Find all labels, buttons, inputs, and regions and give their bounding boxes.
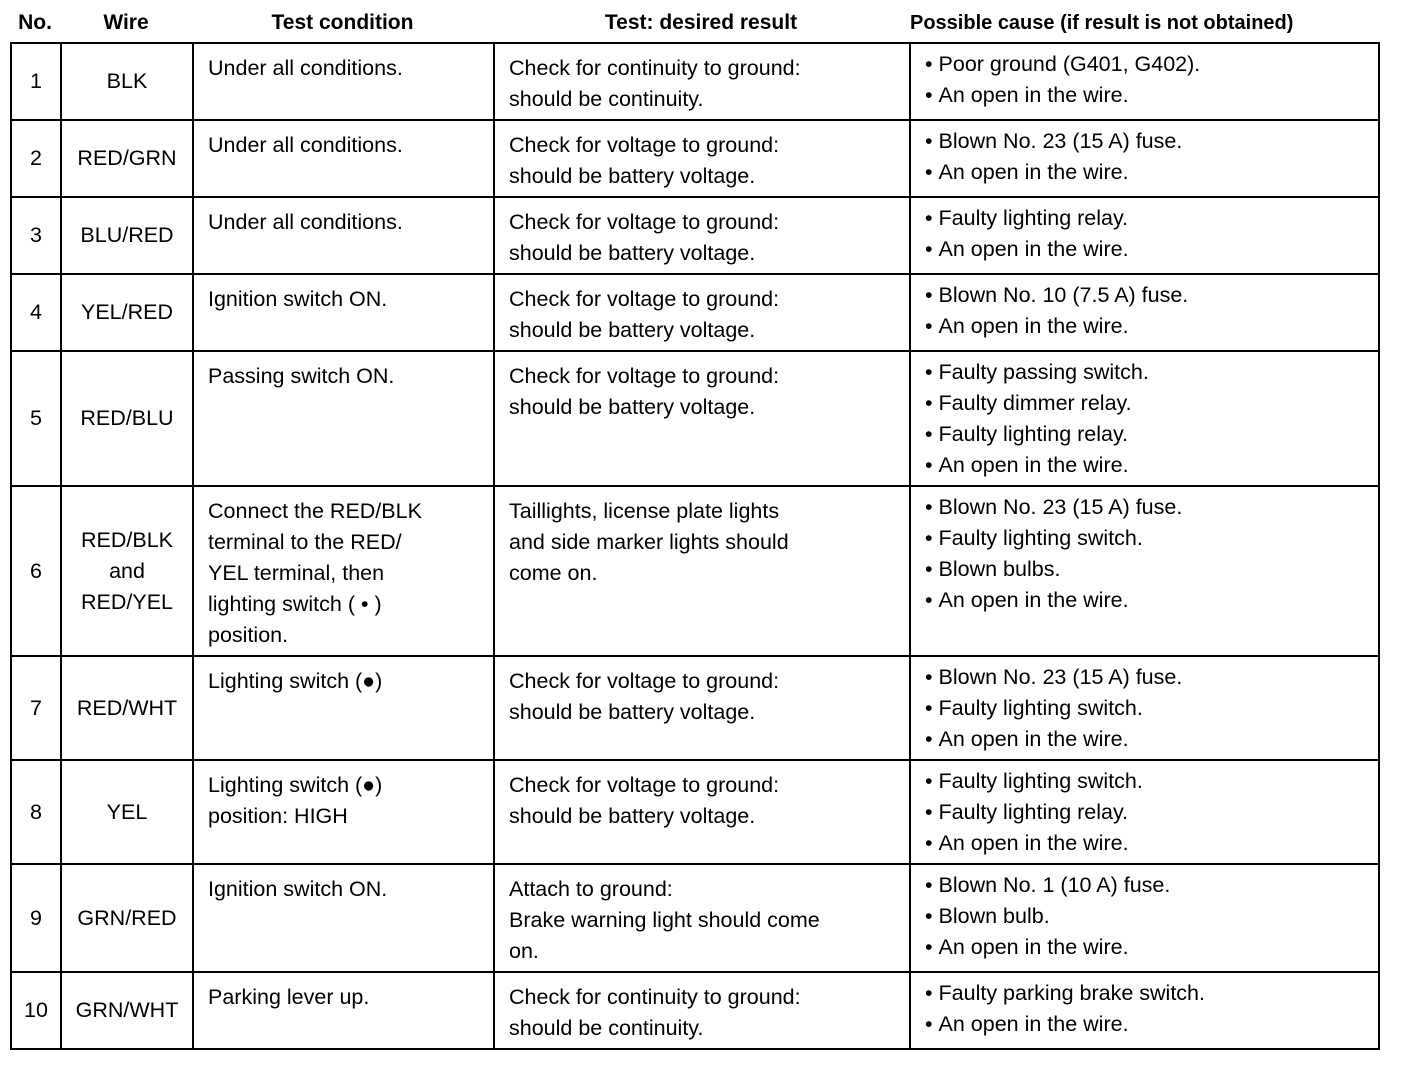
desired-result-line: and side marker lights should xyxy=(509,530,789,554)
possible-cause-item: • Blown No. 1 (10 A) fuse. xyxy=(925,870,1364,901)
possible-cause-item: • Faulty lighting switch. xyxy=(925,523,1364,554)
row-number-cell: 8 xyxy=(11,760,61,864)
possible-cause-cell xyxy=(910,864,1379,972)
possible-cause-item: • An open in the wire. xyxy=(925,311,1364,342)
row-number-cell: 9 xyxy=(11,864,61,972)
desired-result-line: Check for voltage to ground: xyxy=(509,669,780,693)
desired-result-line: should be continuity. xyxy=(509,87,704,111)
table-row xyxy=(11,351,1379,486)
table-row xyxy=(11,120,1379,197)
possible-cause-list xyxy=(925,662,1364,755)
possible-cause-list xyxy=(925,870,1364,963)
test-condition-cell xyxy=(193,351,494,486)
possible-cause-item: • Blown No. 23 (15 A) fuse. xyxy=(925,662,1364,693)
header-wire: Wire xyxy=(103,11,149,34)
row-number-cell: 2 xyxy=(11,120,61,197)
test-condition-cell xyxy=(193,760,494,864)
possible-cause-item: • Faulty lighting switch. xyxy=(925,766,1364,797)
desired-result-line: should be battery voltage. xyxy=(509,241,756,265)
header-no: No. xyxy=(18,11,52,34)
desired-result-line: Check for voltage to ground: xyxy=(509,364,780,388)
possible-cause-item: • An open in the wire. xyxy=(925,1009,1364,1040)
desired-result-cell xyxy=(494,351,910,486)
possible-cause-cell xyxy=(910,274,1379,351)
wire-color-label: RED/WHT xyxy=(76,695,178,720)
wire-color-cell xyxy=(61,274,193,351)
test-condition-line: terminal to the RED/ xyxy=(208,530,402,554)
test-condition-cell xyxy=(193,656,494,760)
wire-color-label: GRN/RED xyxy=(77,905,177,930)
possible-cause-list xyxy=(925,492,1364,616)
desired-result-line: Check for voltage to ground: xyxy=(509,287,780,311)
desired-result-line: Brake warning light should come xyxy=(509,908,820,932)
desired-result-line: should be battery voltage. xyxy=(509,164,756,188)
possible-cause-item: • Faulty lighting relay. xyxy=(925,203,1364,234)
possible-cause-cell xyxy=(910,486,1379,656)
possible-cause-item: • Blown No. 10 (7.5 A) fuse. xyxy=(925,280,1364,311)
possible-cause-cell xyxy=(910,760,1379,864)
desired-result-cell xyxy=(494,864,910,972)
row-number-cell: 1 xyxy=(11,43,61,120)
table-row xyxy=(11,43,1379,120)
test-condition-cell xyxy=(193,197,494,274)
row-number-cell: 3 xyxy=(11,197,61,274)
test-condition-line: lighting switch ( • ) xyxy=(208,592,382,616)
wire-color-label: GRN/WHT xyxy=(75,998,179,1022)
row-number-cell: 6 xyxy=(11,486,61,656)
desired-result-line: Check for voltage to ground: xyxy=(509,133,780,157)
possible-cause-item: • Faulty parking brake switch. xyxy=(925,978,1364,1009)
possible-cause-cell xyxy=(910,972,1379,1049)
wire-color-label: RED/BLK xyxy=(80,527,173,552)
possible-cause-item: • Blown bulbs. xyxy=(925,554,1364,585)
possible-cause-cell xyxy=(910,351,1379,486)
wire-color-label: BLU/RED xyxy=(80,223,174,247)
test-condition-cell xyxy=(193,120,494,197)
possible-cause-item: • An open in the wire. xyxy=(925,828,1364,859)
desired-result-cell xyxy=(494,43,910,120)
wire-color-cell xyxy=(61,43,193,120)
test-condition-line: position. xyxy=(208,623,289,647)
possible-cause-cell xyxy=(910,656,1379,760)
table-row xyxy=(11,274,1379,351)
possible-cause-item: • An open in the wire. xyxy=(925,450,1364,481)
row-number-cell: 5 xyxy=(11,351,61,486)
wire-test-table xyxy=(10,42,1380,1050)
wire-color-label: YEL/RED xyxy=(80,300,173,324)
wire-color-cell xyxy=(61,120,193,197)
desired-result-cell xyxy=(494,972,910,1049)
test-condition-line: YEL terminal, then xyxy=(208,561,385,585)
wire-color-label: RED/YEL xyxy=(80,589,173,614)
possible-cause-item: • An open in the wire. xyxy=(925,724,1364,755)
table-row xyxy=(11,656,1379,760)
wire-color-cell xyxy=(61,351,193,486)
possible-cause-item: • Blown No. 23 (15 A) fuse. xyxy=(925,492,1364,523)
table-row xyxy=(11,486,1379,656)
possible-cause-item: • Faulty lighting relay. xyxy=(925,797,1364,828)
test-condition-line: Parking lever up. xyxy=(208,985,370,1009)
desired-result-cell xyxy=(494,120,910,197)
table-row xyxy=(11,864,1379,972)
wire-color-label: RED/BLU xyxy=(80,406,174,430)
wire-color-cell xyxy=(61,972,193,1049)
desired-result-line: should be battery voltage. xyxy=(509,395,756,419)
possible-cause-item: • An open in the wire. xyxy=(925,932,1364,963)
test-condition-cell xyxy=(193,43,494,120)
possible-cause-list xyxy=(925,357,1364,481)
test-condition-line: Under all conditions. xyxy=(208,56,403,80)
test-condition-cell xyxy=(193,864,494,972)
possible-cause-item: • Faulty dimmer relay. xyxy=(925,388,1364,419)
test-condition-line: Under all conditions. xyxy=(208,133,403,157)
possible-cause-item: • Blown bulb. xyxy=(925,901,1364,932)
test-condition-line: Connect the RED/BLK xyxy=(208,499,422,523)
possible-cause-list xyxy=(925,280,1364,342)
table-row xyxy=(11,760,1379,864)
possible-cause-item: • Poor ground (G401, G402). xyxy=(925,49,1364,80)
wire-color-cell xyxy=(61,864,193,972)
desired-result-line: should be battery voltage. xyxy=(509,318,756,342)
test-condition-line: Lighting switch (●) xyxy=(208,773,383,797)
desired-result-line: Attach to ground: xyxy=(509,877,673,901)
table-row xyxy=(11,972,1379,1049)
desired-result-line: come on. xyxy=(509,561,598,585)
table-header xyxy=(10,4,1378,42)
possible-cause-cell xyxy=(910,43,1379,120)
desired-result-cell xyxy=(494,197,910,274)
header-desired-result: Test: desired result xyxy=(604,11,798,34)
possible-cause-item: • Faulty lighting relay. xyxy=(925,419,1364,450)
possible-cause-list xyxy=(925,49,1364,111)
desired-result-line: Check for continuity to ground: xyxy=(509,56,801,80)
wire-color-label: YEL xyxy=(106,799,148,824)
possible-cause-item: • An open in the wire. xyxy=(925,157,1364,188)
test-condition-cell xyxy=(193,486,494,656)
desired-result-line: Check for voltage to ground: xyxy=(509,773,780,797)
test-condition-cell xyxy=(193,274,494,351)
row-number-cell: 10 xyxy=(11,972,61,1049)
desired-result-cell xyxy=(494,656,910,760)
wire-color-cell xyxy=(61,656,193,760)
possible-cause-list xyxy=(925,126,1364,188)
desired-result-line: should be battery voltage. xyxy=(509,804,756,828)
test-condition-line: Ignition switch ON. xyxy=(208,287,388,311)
possible-cause-list xyxy=(925,203,1364,265)
header-test-condition: Test condition xyxy=(271,11,414,34)
desired-result-line: should be battery voltage. xyxy=(509,700,756,724)
test-condition-line: Under all conditions. xyxy=(208,210,403,234)
test-condition-line: Lighting switch (●) xyxy=(208,669,383,693)
row-number-cell: 4 xyxy=(11,274,61,351)
wire-color-cell xyxy=(61,760,193,864)
possible-cause-cell xyxy=(910,197,1379,274)
possible-cause-item: • An open in the wire. xyxy=(925,80,1364,111)
wire-color-cell xyxy=(61,197,193,274)
test-condition-cell xyxy=(193,972,494,1049)
wire-color-label: RED/GRN xyxy=(77,146,177,170)
possible-cause-cell xyxy=(910,120,1379,197)
table-body xyxy=(11,43,1379,1049)
desired-result-line: Taillights, license plate lights xyxy=(509,499,780,523)
table-row xyxy=(11,197,1379,274)
desired-result-line: should be continuity. xyxy=(509,1016,704,1040)
possible-cause-item: • Faulty lighting switch. xyxy=(925,693,1364,724)
possible-cause-item: • An open in the wire. xyxy=(925,234,1364,265)
wire-color-label: BLK xyxy=(106,69,148,93)
wire-color-label: and xyxy=(109,558,145,583)
possible-cause-list xyxy=(925,766,1364,859)
possible-cause-list xyxy=(925,978,1364,1040)
possible-cause-item: • An open in the wire. xyxy=(925,585,1364,616)
desired-result-cell xyxy=(494,486,910,656)
possible-cause-item: • Faulty passing switch. xyxy=(925,357,1364,388)
row-number-cell: 7 xyxy=(11,656,61,760)
desired-result-line: on. xyxy=(509,939,539,963)
header-possible-cause: Possible cause (if result is not obtained) xyxy=(910,12,1294,34)
desired-result-cell xyxy=(494,760,910,864)
test-condition-line: position: HIGH xyxy=(208,804,348,828)
desired-result-line: Check for voltage to ground: xyxy=(509,210,780,234)
possible-cause-item: • Blown No. 23 (15 A) fuse. xyxy=(925,126,1364,157)
desired-result-line: Check for continuity to ground: xyxy=(509,985,801,1009)
test-condition-line: Passing switch ON. xyxy=(208,364,395,388)
wire-color-cell xyxy=(61,486,193,656)
desired-result-cell xyxy=(494,274,910,351)
test-condition-line: Ignition switch ON. xyxy=(208,877,388,901)
